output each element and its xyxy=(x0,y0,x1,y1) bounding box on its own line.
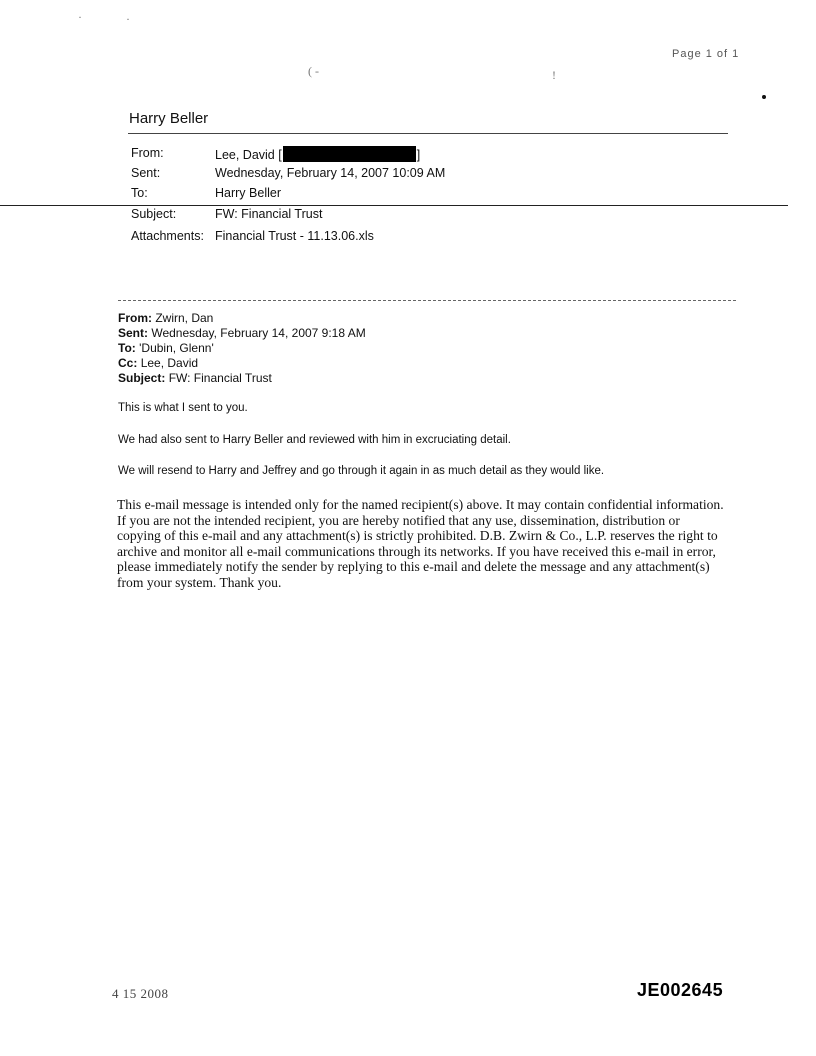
forwarded-subject-label: Subject: xyxy=(118,371,166,385)
forwarded-cc-label: Cc: xyxy=(118,356,138,370)
scan-artifact: ( - xyxy=(308,64,319,78)
forwarded-sent-label: Sent: xyxy=(118,326,148,340)
body-paragraph: This is what I sent to you. xyxy=(118,402,248,414)
scan-artifact: · xyxy=(78,10,82,24)
mailbox-owner-name: Harry Beller xyxy=(129,110,209,127)
subject-divider xyxy=(0,205,788,206)
forwarded-to-label: To: xyxy=(118,341,136,355)
header-sent-label: Sent: xyxy=(131,166,161,180)
scan-artifact: ! xyxy=(552,68,556,82)
header-to-label: To: xyxy=(131,186,148,200)
forwarded-to-value: 'Dubin, Glenn' xyxy=(139,341,214,355)
redaction-block xyxy=(283,146,416,162)
scan-artifact: · xyxy=(126,12,130,26)
forwarded-sent xyxy=(118,326,366,341)
header-from-bracket: ] xyxy=(416,148,421,162)
header-attachments-label: Attachments: xyxy=(131,229,204,243)
confidentiality-disclaimer: This e-mail message is intended only for the named recipient(s) above. It may contain confidential information. If you are not the intended recipient, you are hereby notified that any use, dissemination, distribution or copying of this e-mail and any attachment(s) is strictly prohibited. D.B. Zwirn & Co., L.P. reserves the right to archive and monitor all e-mail communications through its networks. If you have received this e-mail in error, please immediately notify the sender by replying to this e-mail and delete the message and any attachment(s) from your system. Thank you. xyxy=(117,497,724,590)
scan-dot xyxy=(762,95,766,99)
header-subject-label: Subject: xyxy=(131,207,177,221)
body-paragraph: We had also sent to Harry Beller and reviewed with him in excruciating detail. xyxy=(118,434,511,446)
header-top-rule xyxy=(128,133,728,134)
header-subject-value: FW: Financial Trust xyxy=(215,207,323,221)
forwarded-from-value: Zwirn, Dan xyxy=(155,311,214,325)
header-from-name: Lee, David [ xyxy=(215,148,282,162)
bates-number: JE002645 xyxy=(637,980,724,1000)
header-to-value: Harry Beller xyxy=(215,186,281,200)
forward-separator xyxy=(118,300,736,301)
header-from-value xyxy=(215,146,420,162)
footer-date-stamp: 4 15 2008 xyxy=(112,986,169,1001)
forwarded-cc xyxy=(118,356,198,371)
body-paragraph: We will resend to Harry and Jeffrey and go through it again in as much detail as they would like. xyxy=(118,465,605,477)
page-number: Page 1 of 1 xyxy=(672,48,740,60)
forwarded-subject-value: FW: Financial Trust xyxy=(168,371,272,385)
forwarded-cc-value: Lee, David xyxy=(140,356,199,370)
header-sent-value: Wednesday, February 14, 2007 10:09 AM xyxy=(215,166,446,180)
forwarded-to xyxy=(118,341,214,356)
forwarded-sent-value: Wednesday, February 14, 2007 9:18 AM xyxy=(151,326,366,340)
header-from-label: From: xyxy=(131,146,164,160)
forwarded-subject xyxy=(118,371,272,386)
forwarded-from-label: From: xyxy=(118,311,152,325)
header-attachments-value: Financial Trust - 11.13.06.xls xyxy=(215,229,374,243)
forwarded-from xyxy=(118,311,213,326)
